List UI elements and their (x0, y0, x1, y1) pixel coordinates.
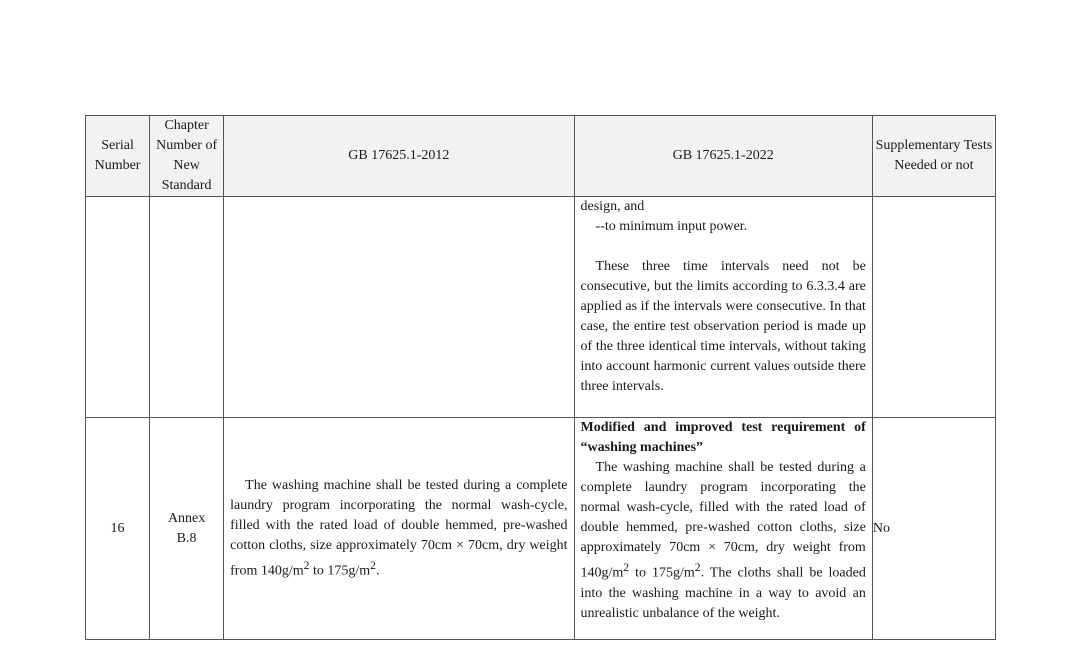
text-span: . (375, 563, 380, 579)
comparison-table (85, 115, 996, 640)
header-row (86, 116, 996, 197)
text-span: to 175g/m (309, 563, 371, 579)
cell-new-text (574, 197, 872, 418)
text-span: The washing machine shall be tested during a complete laundry program incorporating the normal wash-cycle, filled with the rated load of double hemmed, pre-washed cotton cloths, size approximately 70cm × 70cm, dry weight from 140g/m (230, 477, 568, 579)
header-new-standard: GB 17625.1-2022 (574, 116, 872, 197)
new-text-paragraph: These three time intervals need not be consecutive, but the limits according to 6.3.3.4 are applied as if the intervals were consecutive. In that case, the entire test observation period is made up of the three identical time intervals, without taking into account harmonic current values outside there three intervals. (580, 259, 866, 394)
text-span: to 175g/m (629, 565, 695, 581)
header-supplementary-tests: Supplementary Tests Needed or not (872, 116, 995, 197)
superscript: 2 (623, 561, 630, 574)
new-text-line: design, and (580, 199, 645, 214)
cell-new-text (574, 418, 872, 640)
new-text-heading: Modified and improved test requirement of “washing machines” (580, 420, 866, 455)
cell-supplementary: No (872, 418, 995, 640)
superscript: 2 (694, 561, 701, 574)
chapter-line: B.8 (176, 530, 197, 546)
chapter-line: Annex (167, 510, 206, 526)
header-old-standard: GB 17625.1-2012 (224, 116, 574, 197)
cell-chapter (150, 418, 224, 640)
cell-old-text (224, 197, 574, 418)
header-serial-number: Serial Number (86, 116, 150, 197)
cell-old-text (224, 418, 574, 640)
new-text-paragraph (575, 458, 872, 624)
superscript: 2 (303, 558, 310, 572)
superscript: 2 (370, 558, 376, 572)
old-text-paragraph (224, 476, 573, 582)
cell-chapter (150, 197, 224, 418)
text-span: The washing machine shall be tested during a complete laundry program incorporating the normal wash-cycle, filled with the rated load of double hemmed, pre-washed cotton cloths, size approximately 70cm × 70cm, dry weight from 140g/m (580, 460, 866, 581)
table-row (86, 418, 996, 640)
text-span: . The cloths shall be loaded into the washing machine in a way to avoid an unrealistic unbalance of the weight. (580, 565, 866, 621)
cell-supplementary (872, 197, 995, 418)
cell-serial: 16 (86, 418, 150, 640)
new-text-line: --to minimum input power. (595, 219, 748, 234)
cell-serial (86, 197, 150, 418)
header-chapter-number: Chapter Number of New Standard (150, 116, 224, 197)
table-row (86, 197, 996, 418)
